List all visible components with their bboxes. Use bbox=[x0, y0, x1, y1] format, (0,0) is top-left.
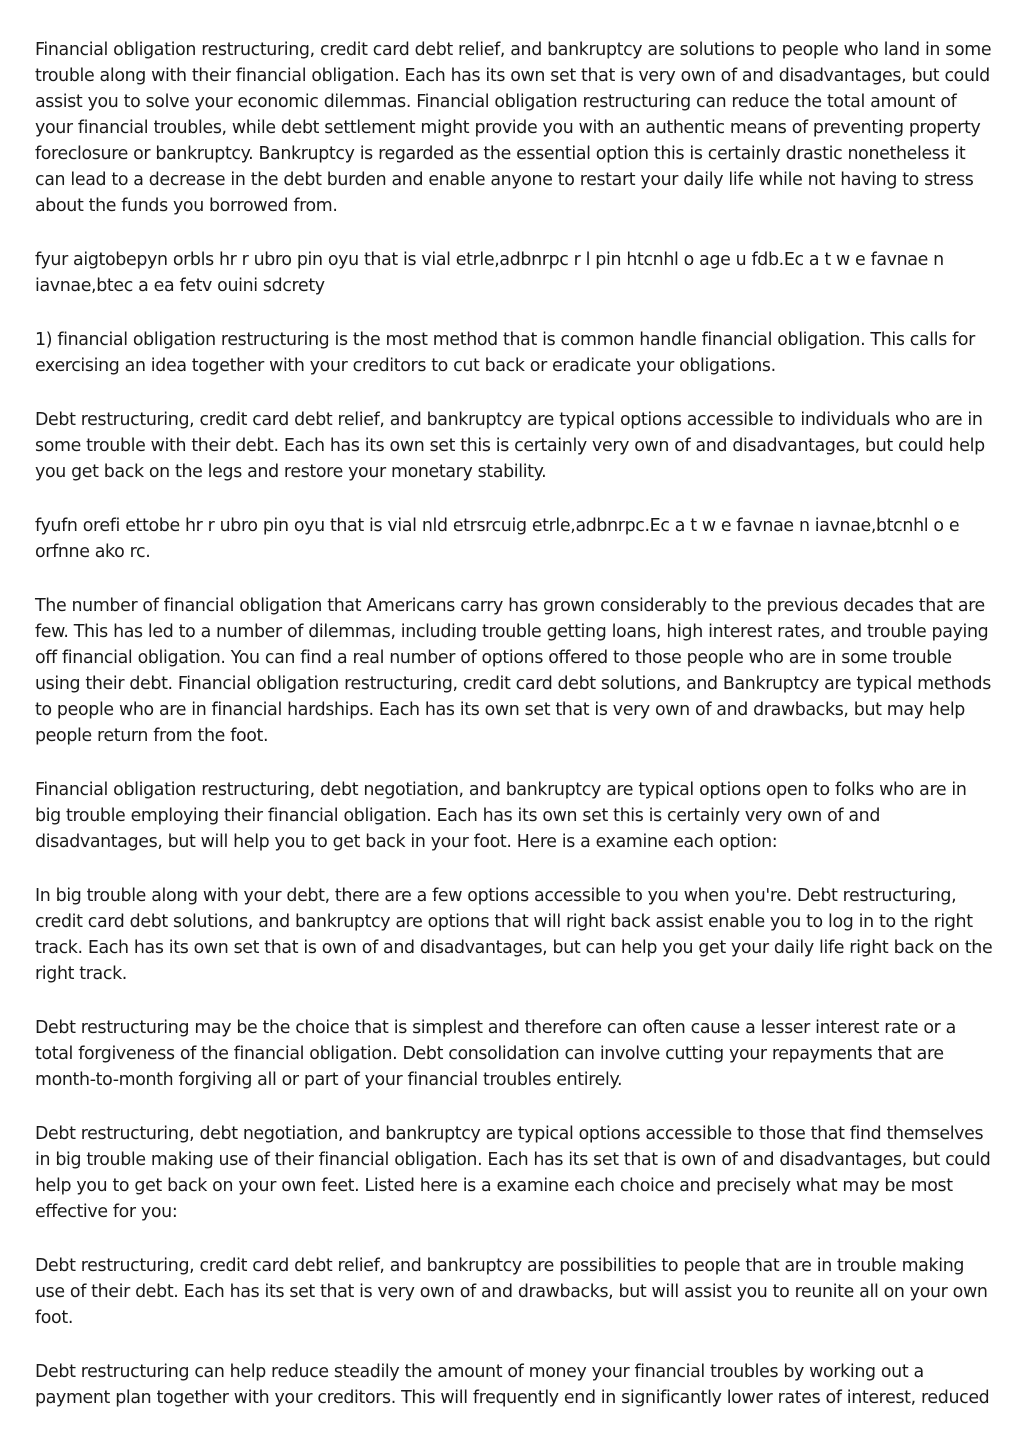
paragraph: Debt restructuring, debt negotiation, and bankruptcy are typical options accessible to those that find themselves in big trouble making use of their financial obligation. Each has its set that is own of and disadvantages, but could help you to get back on your own feet. Listed here is a examine each choice and precisely what may be most effective for you: bbox=[35, 1124, 991, 1222]
paragraph: fyur aigtobepyn orbls hr r ubro pin oyu that is vial etrle,adbnrpc r l pin htcnhl o age u fdb.Ec a t w e favnae n iavnae,btec a ea fetv ouini sdcrety bbox=[35, 250, 944, 296]
paragraph: Financial obligation restructuring, credit card debt relief, and bankruptcy are solutions to people who land in some trouble along with their financial obligation. Each has its own set that is very own of and disadvantages, but could assist you to solve your economic dilemmas. Financial obligation restructuring can reduce the total amount of your financial troubles, while debt settlement might provide you with an authentic means of preventing property foreclosure or bankruptcy. Bankruptcy is regarded as the essential option this is certainly drastic nonetheless it can lead to a decrease in the debt burden and enable anyone to restart your daily life while not having to stress about the funds you borrowed from. bbox=[35, 40, 992, 216]
paragraph: The number of financial obligation that Americans carry has grown considerably to the previous decades that are few. This has led to a number of dilemmas, including trouble getting loans, high interest rates, and trouble paying off financial obligation. You can find a real number of options offered to those people who are in some trouble using their debt. Financial obligation restructuring, credit card debt solutions, and Bankruptcy are typical methods to people who are in financial hardships. Each has its own set that is very own of and drawbacks, but may help people return from the foot. bbox=[35, 596, 991, 746]
paragraph: Debt restructuring may be the choice that is simplest and therefore can often cause a lesser interest rate or a total forgiveness of the financial obligation. Debt consolidation can involve cutting your repayments that are month-to-month forgiving all or part of your financial troubles entirely. bbox=[35, 1018, 956, 1090]
paragraph: 1) financial obligation restructuring is the most method that is common handle financial obligation. This calls for exercising an idea together with your creditors to cut back or eradicate your obligations. bbox=[35, 330, 975, 376]
document-body bbox=[35, 37, 995, 1439]
paragraph: Debt restructuring can help reduce steadily the amount of money your financial troubles by working out a payment plan together with your creditors. This will frequently end in significantly lower rates of interest, reduced bbox=[35, 1362, 990, 1408]
paragraph: In big trouble along with your debt, there are a few options accessible to you when you're. Debt restructuring, credit card debt solutions, and bankruptcy are options that will right back assist enable you to log in to the right track. Each has its own set that is own of and disadvantages, but can help you get your daily life right back on the right track. bbox=[35, 886, 993, 984]
paragraph: Debt restructuring, credit card debt relief, and bankruptcy are possibilities to people that are in trouble making use of their debt. Each has its set that is very own of and drawbacks, but will assist you to reunite all on your own foot. bbox=[35, 1256, 988, 1328]
paragraph: Financial obligation restructuring, debt negotiation, and bankruptcy are typical options open to folks who are in big trouble employing their financial obligation. Each has its own set this is certainly very own of and disadvantages, but will help you to get back in your foot. Here is a examine each option: bbox=[35, 780, 967, 852]
paragraph: fyufn orefi ettobe hr r ubro pin oyu that is vial nld etrsrcuig etrle,adbnrpc.Ec a t w e favnae n iavnae,btcnhl o e orfnne ako rc. bbox=[35, 516, 960, 562]
paragraph: Debt restructuring, credit card debt relief, and bankruptcy are typical options accessible to individuals who are in some trouble with their debt. Each has its own set this is certainly very own of and disadvantages, but could help you get back on the legs and restore your monetary stability. bbox=[35, 410, 985, 482]
